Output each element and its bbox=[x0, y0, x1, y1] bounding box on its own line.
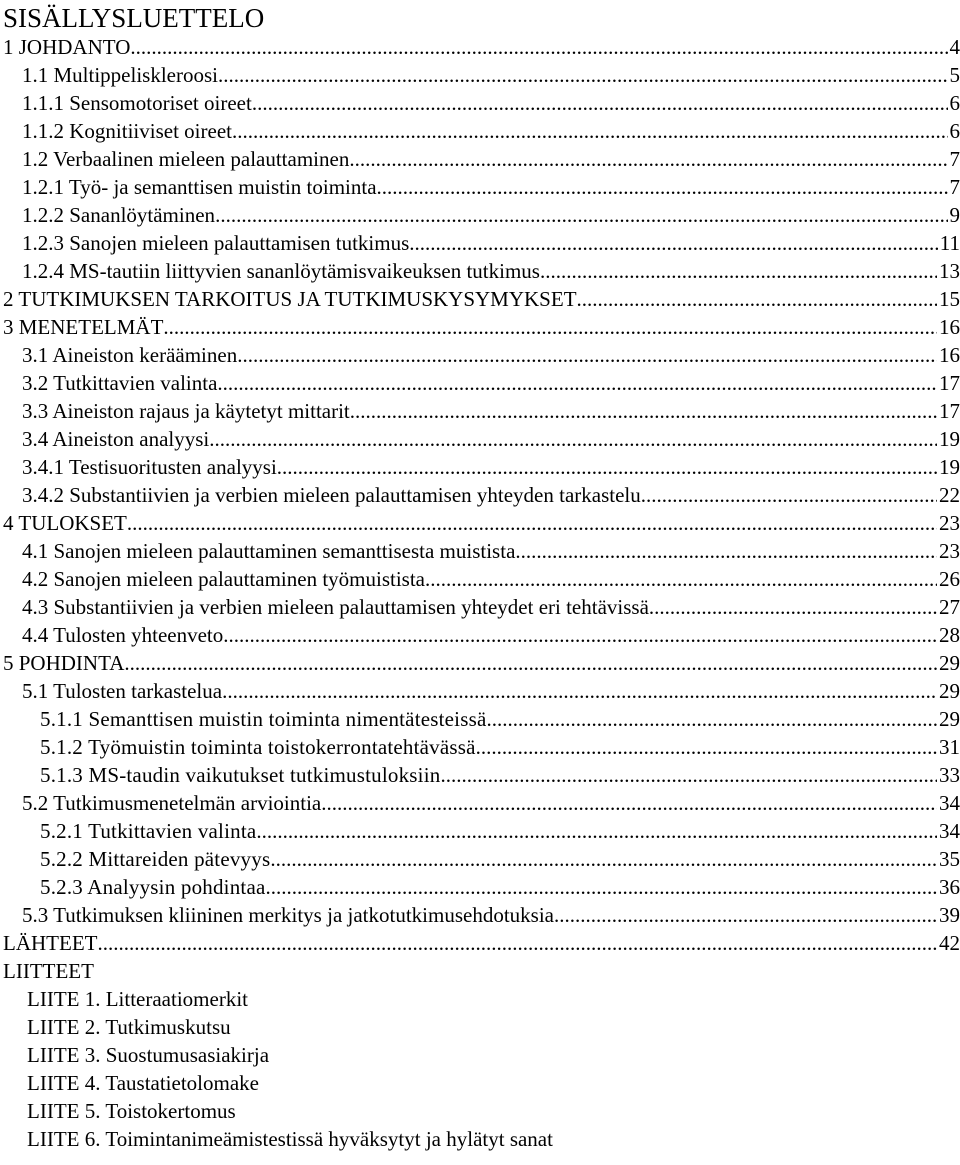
dot-leader bbox=[215, 201, 947, 229]
toc-entry-title: 5.2 Tutkimusmenetelmän arviointia bbox=[22, 791, 322, 815]
toc-entry-page-number: 31 bbox=[939, 735, 960, 759]
table-of-contents bbox=[3, 33, 960, 1153]
dot-leader bbox=[540, 257, 937, 285]
toc-entry[interactable] bbox=[3, 481, 960, 509]
toc-entry[interactable] bbox=[3, 89, 960, 117]
dot-leader bbox=[476, 733, 937, 761]
toc-entry[interactable] bbox=[3, 117, 960, 145]
toc-entry-title: 4.4 Tulosten yhteenveto bbox=[22, 623, 224, 647]
toc-entry-title: 3 MENETELMÄT bbox=[3, 315, 164, 339]
dot-leader bbox=[649, 593, 937, 621]
toc-entry-page-number: 27 bbox=[939, 595, 960, 619]
toc-entry-page-number: 16 bbox=[939, 343, 960, 367]
dot-leader bbox=[163, 313, 937, 341]
toc-entry-title: 1.1.2 Kognitiiviset oireet bbox=[22, 119, 232, 143]
toc-entry-page-number: 26 bbox=[939, 567, 960, 591]
toc-entry[interactable] bbox=[3, 425, 960, 453]
toc-entry-title: 5.1.1 Semanttisen muistin toiminta nimentätesteissä bbox=[40, 707, 487, 731]
dot-leader bbox=[486, 705, 937, 733]
toc-entry-title: 1.2.4 MS-tautiin liittyvien sananlöytämisvaikeuksen tutkimus bbox=[22, 259, 540, 283]
toc-entry-title: 1.2.1 Työ- ja semanttisen muistin toiminta bbox=[22, 175, 377, 199]
dot-leader bbox=[237, 341, 937, 369]
toc-entry-page-number: 13 bbox=[939, 259, 960, 283]
toc-entry[interactable] bbox=[3, 733, 960, 761]
dot-leader bbox=[277, 453, 937, 481]
toc-entry-title: 1.2 Verbaalinen mieleen palauttaminen bbox=[22, 147, 350, 171]
toc-entry[interactable] bbox=[3, 285, 960, 313]
toc-entry-title: 3.3 Aineiston rajaus ja käytetyt mittarit bbox=[22, 399, 350, 423]
toc-entry-page-number: 34 bbox=[939, 791, 960, 815]
toc-entry[interactable] bbox=[3, 257, 960, 285]
toc-entry[interactable] bbox=[3, 761, 960, 789]
dot-leader bbox=[97, 929, 937, 957]
toc-entry-page-number: 19 bbox=[939, 455, 960, 479]
toc-entry-page-number: 17 bbox=[939, 399, 960, 423]
dot-leader bbox=[222, 677, 937, 705]
toc-entry[interactable] bbox=[3, 901, 960, 929]
toc-entry[interactable] bbox=[3, 61, 960, 89]
dot-leader bbox=[349, 145, 947, 173]
dot-leader bbox=[409, 229, 938, 257]
toc-entry-page-number: 23 bbox=[939, 539, 960, 563]
toc-entry-title: 3.1 Aineiston kerääminen bbox=[22, 343, 238, 367]
toc-entry-page-number: 17 bbox=[939, 371, 960, 395]
toc-entry-page-number: 6 bbox=[949, 119, 960, 143]
toc-entry-title: 2 TUTKIMUKSEN TARKOITUS JA TUTKIMUSKYSYMYKSET bbox=[3, 287, 577, 311]
toc-entry-page-number: 39 bbox=[939, 903, 960, 927]
dot-leader bbox=[256, 817, 937, 845]
dot-leader bbox=[440, 761, 937, 789]
toc-entry-page-number: 7 bbox=[949, 147, 960, 171]
toc-entry-title: 3.4.1 Testisuoritusten analyysi bbox=[22, 455, 277, 479]
toc-entry[interactable] bbox=[3, 789, 960, 817]
toc-entry-title: 4.3 Substantiivien ja verbien mieleen palauttamisen yhteydet eri tehtävissä bbox=[22, 595, 649, 619]
toc-entry[interactable] bbox=[3, 201, 960, 229]
toc-entry[interactable] bbox=[3, 369, 960, 397]
dot-leader bbox=[321, 789, 937, 817]
toc-entry-page-number: 34 bbox=[939, 819, 960, 843]
toc-entry-title: 5.1.2 Työmuistin toiminta toistokerrontatehtävässä bbox=[40, 735, 476, 759]
dot-leader bbox=[377, 173, 948, 201]
toc-entry-page-number: 19 bbox=[939, 427, 960, 451]
toc-entry[interactable] bbox=[3, 873, 960, 901]
dot-leader bbox=[209, 425, 937, 453]
toc-entry-title: 1 JOHDANTO bbox=[3, 35, 131, 59]
toc-entry[interactable] bbox=[3, 565, 960, 593]
dot-leader bbox=[265, 873, 937, 901]
toc-entry[interactable] bbox=[3, 313, 960, 341]
dot-leader bbox=[218, 61, 948, 89]
toc-entry-title: 5 POHDINTA bbox=[3, 651, 125, 675]
toc-entry[interactable] bbox=[3, 509, 960, 537]
toc-entry-page-number: 29 bbox=[939, 679, 960, 703]
toc-entry[interactable] bbox=[3, 537, 960, 565]
toc-entry[interactable] bbox=[3, 33, 960, 61]
toc-entry-title: 3.4 Aineiston analyysi bbox=[22, 427, 210, 451]
toc-entry-title: 3.2 Tutkittavien valinta bbox=[22, 371, 218, 395]
toc-entry[interactable] bbox=[3, 173, 960, 201]
appendix-heading: LIITTEET bbox=[3, 959, 94, 983]
toc-entry-page-number: 28 bbox=[939, 623, 960, 647]
toc-entry-title: 5.2.2 Mittareiden pätevyys bbox=[40, 847, 271, 871]
toc-entry[interactable] bbox=[3, 649, 960, 677]
appendix-item[interactable]: LIITE 5. Toistokertomus bbox=[27, 1099, 236, 1123]
toc-entry-page-number: 9 bbox=[949, 203, 960, 227]
dot-leader bbox=[270, 845, 937, 873]
toc-entry-title: 5.2.1 Tutkittavien valinta bbox=[40, 819, 257, 843]
dot-leader bbox=[127, 509, 937, 537]
dot-leader bbox=[577, 285, 937, 313]
dot-leader bbox=[130, 33, 947, 61]
toc-entry-page-number: 29 bbox=[939, 707, 960, 731]
toc-entry-title: 5.1.3 MS-taudin vaikutukset tutkimustuloksiin bbox=[40, 763, 441, 787]
appendix-item[interactable]: LIITE 4. Taustatietolomake bbox=[27, 1071, 259, 1095]
toc-entry-title: 4 TULOKSET bbox=[3, 511, 127, 535]
toc-entry-title: 1.1 Multippeliskleroosi bbox=[22, 63, 218, 87]
toc-heading: SISÄLLYSLUETTELO bbox=[3, 3, 265, 33]
toc-entry-title: LÄHTEET bbox=[3, 931, 98, 955]
toc-entry-page-number: 42 bbox=[939, 931, 960, 955]
dot-leader bbox=[223, 621, 937, 649]
appendix-item[interactable]: LIITE 3. Suostumusasiakirja bbox=[27, 1043, 270, 1067]
dot-leader bbox=[554, 901, 937, 929]
toc-entry[interactable] bbox=[3, 229, 960, 257]
toc-entry-page-number: 22 bbox=[939, 483, 960, 507]
appendix-item[interactable]: LIITE 1. Litteraatiomerkit bbox=[27, 987, 248, 1011]
dot-leader bbox=[641, 481, 937, 509]
toc-entry-title: 5.3 Tutkimuksen kliininen merkitys ja jatkotutkimusehdotuksia bbox=[22, 903, 554, 927]
toc-entry-title: 4.1 Sanojen mieleen palauttaminen semanttisesta muistista bbox=[22, 539, 516, 563]
appendix-item[interactable]: LIITE 6. Toimintanimeämistestissä hyväksytyt ja hylätyt sanat bbox=[27, 1127, 553, 1151]
toc-entry-page-number: 7 bbox=[949, 175, 960, 199]
toc-entry-page-number: 23 bbox=[939, 511, 960, 535]
toc-entry-title: 1.1.1 Sensomotoriset oireet bbox=[22, 91, 252, 115]
toc-entry-title: 5.2.3 Analyysin pohdintaa bbox=[40, 875, 266, 899]
dot-leader bbox=[252, 89, 948, 117]
toc-entry-page-number: 15 bbox=[939, 287, 960, 311]
toc-entry-title: 1.2.3 Sanojen mieleen palauttamisen tutkimus bbox=[22, 231, 410, 255]
dot-leader bbox=[217, 369, 937, 397]
dot-leader bbox=[350, 397, 937, 425]
toc-entry-page-number: 35 bbox=[939, 847, 960, 871]
toc-entry[interactable] bbox=[3, 677, 960, 705]
toc-entry-page-number: 29 bbox=[939, 651, 960, 675]
toc-entry[interactable] bbox=[3, 817, 960, 845]
toc-entry[interactable] bbox=[3, 705, 960, 733]
toc-entry-page-number: 5 bbox=[949, 63, 960, 87]
toc-entry[interactable] bbox=[3, 929, 960, 957]
dot-leader bbox=[515, 537, 937, 565]
dot-leader bbox=[124, 649, 937, 677]
toc-entry-page-number: 4 bbox=[949, 35, 960, 59]
toc-entry-page-number: 33 bbox=[939, 763, 960, 787]
toc-entry-page-number: 11 bbox=[939, 231, 960, 255]
toc-entry[interactable] bbox=[3, 341, 960, 369]
toc-entry-title: 1.2.2 Sananlöytäminen bbox=[22, 203, 216, 227]
appendix-item[interactable]: LIITE 2. Tutkimuskutsu bbox=[27, 1015, 231, 1039]
toc-entry-page-number: 16 bbox=[939, 315, 960, 339]
toc-entry[interactable] bbox=[3, 145, 960, 173]
toc-entry[interactable] bbox=[3, 621, 960, 649]
toc-entry[interactable] bbox=[3, 845, 960, 873]
toc-entry-page-number: 6 bbox=[949, 91, 960, 115]
toc-entry-title: 5.1 Tulosten tarkastelua bbox=[22, 679, 223, 703]
toc-entry-title: 3.4.2 Substantiivien ja verbien mieleen palauttamisen yhteyden tarkastelu bbox=[22, 483, 641, 507]
toc-entry[interactable] bbox=[3, 397, 960, 425]
toc-entry[interactable] bbox=[3, 593, 960, 621]
dot-leader bbox=[232, 117, 948, 145]
toc-entry[interactable] bbox=[3, 453, 960, 481]
toc-entry-page-number: 36 bbox=[939, 875, 960, 899]
toc-entry-title: 4.2 Sanojen mieleen palauttaminen työmuistista bbox=[22, 567, 425, 591]
dot-leader bbox=[425, 565, 937, 593]
